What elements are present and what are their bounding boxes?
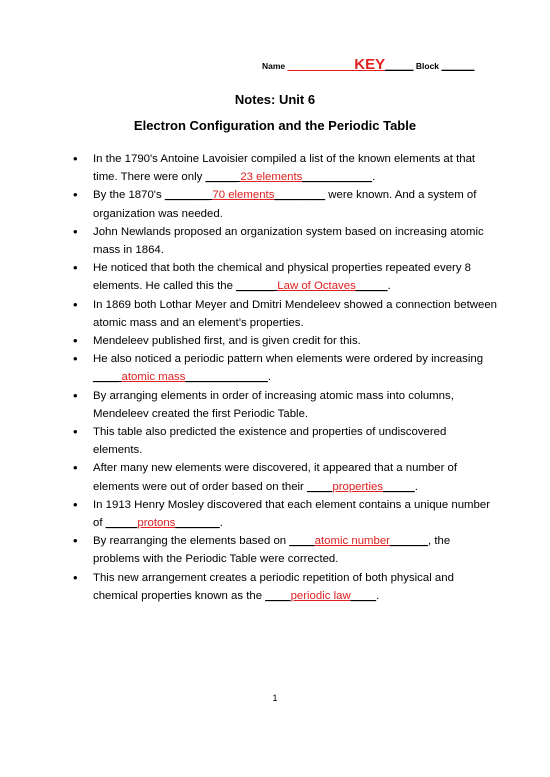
note-blank-before: ____ [307, 480, 333, 493]
note-text-end: . [414, 480, 418, 493]
note-blank-after: _____________ [185, 371, 268, 384]
note-item [78, 223, 498, 259]
note-item [78, 332, 498, 350]
note-text-end: . [219, 517, 223, 530]
note-blank-before: ____ [289, 535, 315, 548]
note-text-end: . [267, 371, 271, 384]
note-item [78, 186, 498, 222]
block-blank: _______ [441, 61, 475, 71]
note-text: By rearranging the elements based on [93, 535, 290, 548]
note-blank-before: ____ [93, 371, 122, 384]
note-text: John Newlands proposed an organization system based on increasing atomic mass in 1864. [93, 225, 484, 257]
note-item [78, 387, 498, 423]
note-item [78, 423, 498, 459]
note-item [78, 532, 498, 568]
note-text: This new arrangement creates a periodic repetition of both physical and chemical properties known as the [93, 571, 454, 602]
name-block-header [262, 56, 475, 73]
note-answer: protons [137, 517, 176, 530]
note-text-end: , the problems with the Periodic Table were corrected. [93, 535, 451, 566]
note-answer: atomic number [314, 535, 390, 548]
note-text-end: . [387, 280, 391, 293]
note-blank-before: ______ [236, 280, 278, 293]
note-answer: 70 elements [212, 189, 275, 202]
note-item [78, 496, 498, 532]
name-value: KEY [354, 56, 386, 73]
name-blank-after: ______ [385, 61, 414, 71]
note-text: In 1913 Henry Mosley discovered that each element contains a unique number of [93, 498, 491, 530]
note-answer: Law of Octaves [277, 280, 356, 293]
name-blank-before: ________ [287, 56, 355, 73]
note-blank-before: _____ [205, 171, 241, 184]
note-text: Mendeleev published first, and is given credit for this. [93, 335, 361, 348]
note-item [78, 150, 498, 186]
note-text-end: . [372, 171, 376, 184]
note-text: In 1869 both Lothar Meyer and Dmitri Mendeleev showed a connection between atomic mass and an element’s properties. [93, 298, 497, 329]
note-item [78, 569, 498, 605]
note-text-end: . [376, 589, 380, 602]
name-label: Name [262, 61, 286, 71]
note-blank-after: ________ [274, 189, 326, 202]
note-text: In the 1790's Antoine Lavoisier compiled a list of the known elements at that time. There were only [93, 153, 476, 184]
block-label: Block [415, 61, 440, 71]
note-blank-after: ______ [389, 535, 428, 548]
notes-list [78, 150, 498, 605]
note-text: This table also predicted the existence and properties of undiscovered elements. [93, 426, 447, 457]
note-blank-after: ___________ [302, 171, 373, 184]
note-answer: 23 elements [240, 171, 303, 184]
note-text-end: were known. And a system of organization was needed. [93, 189, 477, 220]
note-answer: properties [332, 480, 384, 493]
note-blank-after: _____ [383, 480, 415, 493]
note-blank-before: _____ [105, 517, 138, 530]
page-title: Notes: Unit 6 [234, 92, 316, 107]
note-item [78, 350, 498, 386]
page-number: 1 [272, 693, 278, 703]
note-text: He also noticed a periodic pattern when elements were ordered by increasing [93, 353, 484, 366]
note-item [78, 259, 498, 295]
note-blank-before: ____ [265, 589, 291, 602]
note-item [78, 459, 498, 495]
note-answer: atomic mass [121, 371, 186, 384]
page-subtitle: Electron Configuration and the Periodic Table [133, 118, 417, 133]
note-blank-after: _____ [355, 280, 388, 293]
note-text: After many new elements were discovered, it appeared that a number of elements were out of order based on their [93, 462, 458, 493]
note-blank-before: _______ [164, 189, 213, 202]
note-answer: periodic law [290, 589, 351, 602]
note-blank-after: _______ [175, 517, 220, 530]
note-text: By arranging elements in order of increasing atomic mass into columns, Mendeleev created the first Periodic Table. [93, 389, 454, 420]
note-blank-after: ____ [350, 589, 377, 602]
note-item [78, 296, 498, 332]
note-text: He noticed that both the chemical and physical properties repeated every 8 elements. He called this the [93, 262, 472, 293]
note-text: By the 1870's [93, 189, 165, 202]
